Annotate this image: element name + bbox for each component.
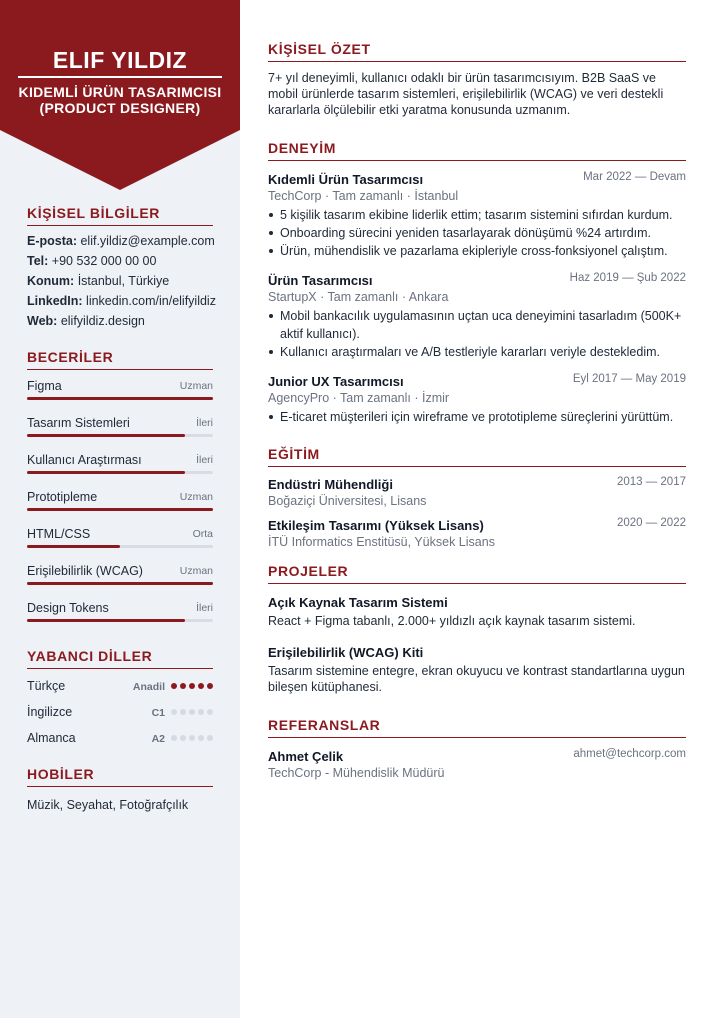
candidate-name: ELIF YILDIZ (52, 47, 188, 73)
experience-list (268, 171, 686, 426)
education-item (268, 476, 686, 509)
language-dot (171, 735, 177, 741)
projects-list (268, 594, 686, 695)
skill-item (27, 448, 213, 485)
personal-info-heading: KİŞİSEL BİLGİLER (27, 205, 213, 226)
education-title: Etkileşim Tasarımı (Yüksek Lisans) (268, 518, 484, 533)
linkedin-line (27, 291, 216, 311)
experience-bullets (268, 408, 686, 426)
summary-heading: KİŞİSEL ÖZET (268, 41, 686, 62)
project-title: Erişilebilirlik (WCAG) Kiti (268, 645, 424, 660)
language-name: Almanca (27, 731, 76, 745)
language-dot (180, 735, 186, 741)
experience-bullets (268, 307, 686, 361)
skill-name: HTML/CSS (27, 527, 91, 541)
experience-title: Junior UX Tasarımcısı (268, 374, 404, 389)
job-title (0, 84, 240, 116)
languages-list (27, 674, 213, 752)
language-dot (171, 709, 177, 715)
skill-bar (27, 582, 213, 585)
location-value: İstanbul, Türkiye (77, 274, 170, 288)
experience-item (268, 373, 686, 426)
project-text: Tasarım sistemine entegre, ekran okuyucu ve kontrast standartlarına uygun bileşen kütüphanesi. (268, 664, 685, 694)
skill-name: Erişilebilirlik (WCAG) (27, 564, 143, 578)
skill-bar (27, 545, 213, 548)
projects-section (268, 563, 686, 695)
hobbies-section (27, 766, 213, 815)
experience-date: Mar 2022 — Devam (583, 171, 686, 183)
job-title-line2: (PRODUCT DESIGNER) (39, 100, 201, 116)
email-value[interactable]: elif.yildiz@example.com (80, 234, 215, 248)
experience-date: Haz 2019 — Şub 2022 (569, 272, 686, 284)
experience-bullet: Ürün, mühendislik ve pazarlama ekipleriyle cross-fonksiyonel çalıştım. (268, 242, 686, 260)
experience-section (268, 140, 686, 426)
language-name: İngilizce (27, 705, 73, 719)
skill-name: Prototipleme (27, 490, 98, 504)
language-name: Türkçe (27, 679, 66, 693)
skill-bar-fill (27, 508, 213, 511)
experience-bullet: 5 kişilik tasarım ekibine liderlik ettim; tasarım sistemini sıfırdan kurdum. (268, 206, 686, 224)
projects-heading: PROJELER (268, 563, 686, 584)
linkedin-value[interactable]: linkedin.com/in/elifyildiz (86, 294, 216, 308)
skill-bar-fill (27, 434, 185, 437)
language-dot (189, 709, 195, 715)
experience-title: Ürün Tasarımcısı (268, 273, 373, 288)
references-section (268, 717, 686, 781)
skill-bar (27, 471, 213, 474)
language-dots (171, 735, 213, 742)
skill-name: Tasarım Sistemleri (27, 416, 130, 430)
skill-level: İleri (196, 602, 213, 614)
skill-name: Figma (27, 379, 62, 393)
languages-section (27, 648, 213, 752)
skill-bar-fill (27, 619, 185, 622)
skill-item (27, 374, 213, 411)
education-date: 2020 — 2022 (616, 517, 686, 529)
job-title-line1: KIDEMLİ ÜRÜN TASARIMCISI (18, 84, 222, 100)
language-level: C1 (151, 707, 165, 719)
reference-name: Ahmet Çelik (268, 749, 344, 764)
experience-company: AgencyPro · Tam zamanlı · İzmir (268, 391, 450, 405)
education-item (268, 517, 686, 550)
hobbies-heading: HOBİLER (27, 766, 213, 787)
web-value[interactable]: elifyildiz.design (60, 314, 145, 328)
education-section (268, 446, 686, 550)
experience-item (268, 272, 686, 361)
experience-date: Eyl 2017 — May 2019 (572, 373, 686, 385)
experience-bullet: Onboarding sürecini yeniden tasarlayarak dönüşümü %24 artırdım. (268, 224, 686, 242)
language-dot (180, 709, 186, 715)
experience-bullet: Kullanıcı araştırmaları ve A/B testleriyle kararları veriyle destekledim. (268, 343, 686, 361)
languages-heading: YABANCI DİLLER (27, 648, 213, 669)
skill-item (27, 596, 213, 633)
language-item (27, 674, 213, 700)
reference-role: TechCorp - Mühendislik Müdürü (268, 766, 445, 780)
skill-bar-fill (27, 471, 185, 474)
web-label: Web: (27, 314, 58, 328)
skills-section (27, 349, 213, 633)
skill-level: Uzman (179, 565, 213, 577)
summary-text: 7+ yıl deneyimli, kullanıcı odaklı bir ürün tasarımcısıyım. B2B SaaS ve mobil ürünlerde tasarım sistemleri, erişilebilirlik (WCAG) ve veri destekli kararlarla ölçülebilir etki yaratma konusunda uzmanım. (268, 71, 664, 117)
summary-section (268, 41, 686, 118)
experience-bullets (268, 206, 686, 260)
experience-company: TechCorp · Tam zamanlı · İstanbul (268, 189, 459, 203)
skill-bar-fill (27, 397, 213, 400)
education-school: İTÜ Informatics Enstitüsü, Yüksek Lisans (268, 535, 495, 549)
phone-line (27, 251, 213, 271)
skill-name: Kullanıcı Araştırması (27, 453, 142, 467)
experience-item (268, 171, 686, 260)
language-item (27, 726, 213, 752)
skill-level: Uzman (179, 380, 213, 392)
skill-item (27, 522, 213, 559)
language-dots (171, 709, 213, 716)
skill-level: İleri (196, 454, 213, 466)
project-item (268, 644, 686, 695)
location-label: Konum: (27, 274, 75, 288)
experience-heading: DENEYİM (268, 140, 686, 161)
language-level: Anadil (132, 681, 165, 693)
education-title: Endüstri Mühendliği (268, 477, 393, 492)
language-dot (189, 735, 195, 741)
experience-bullet: E-ticaret müşterileri için wireframe ve prototipleme süreçlerini yürüttüm. (268, 408, 686, 426)
language-dot (198, 709, 204, 715)
references-list (268, 748, 686, 781)
project-text: React + Figma tabanlı, 2.000+ yıldızlı açık kaynak tasarım sistemi. (268, 614, 636, 628)
education-list (268, 476, 686, 550)
language-dot (207, 709, 213, 715)
language-dot (198, 683, 204, 689)
language-level: A2 (151, 733, 165, 745)
skill-level: Uzman (179, 491, 213, 503)
skill-bar (27, 434, 213, 437)
project-title: Açık Kaynak Tasarım Sistemi (268, 595, 448, 610)
phone-label: Tel: (27, 254, 49, 268)
skills-heading: BECERİLER (27, 349, 213, 370)
skill-bar-fill (27, 545, 120, 548)
skill-name: Design Tokens (27, 601, 109, 615)
skills-list (27, 374, 213, 633)
language-item (27, 700, 213, 726)
skill-level: Orta (192, 528, 213, 540)
skill-item (27, 559, 213, 596)
language-dot (207, 735, 213, 741)
skill-item (27, 411, 213, 448)
skill-bar (27, 619, 213, 622)
education-school: Boğaziçi Üniversitesi, Lisans (268, 494, 427, 508)
reference-item (268, 748, 686, 781)
skill-bar (27, 508, 213, 511)
language-dot (198, 735, 204, 741)
skill-level: İleri (196, 417, 213, 429)
language-dots (171, 683, 213, 690)
skill-bar (27, 397, 213, 400)
references-heading: REFERANSLAR (268, 717, 686, 738)
education-heading: EĞİTİM (268, 446, 686, 467)
experience-bullet: Mobil bankacılık uygulamasının uçtan uca deneyimini tasarladım (500K+ aktif kullanıcı). (268, 307, 686, 343)
language-dot (180, 683, 186, 689)
experience-title: Kıdemli Ürün Tasarımcısı (268, 172, 424, 187)
education-date: 2013 — 2017 (616, 476, 686, 488)
experience-company: StartupX · Tam zamanlı · Ankara (268, 290, 449, 304)
skill-bar-fill (27, 582, 213, 585)
linkedin-label: LinkedIn: (27, 294, 83, 308)
language-dot (189, 683, 195, 689)
language-dot (207, 683, 213, 689)
skill-item (27, 485, 213, 522)
name-divider (18, 76, 222, 78)
phone-value[interactable]: +90 532 000 00 00 (51, 254, 157, 268)
reference-email[interactable]: ahmet@techcorp.com (573, 748, 686, 760)
web-line (27, 311, 213, 331)
hobbies-text: Müzik, Seyahat, Fotoğrafçılık (27, 798, 189, 812)
language-dot (171, 683, 177, 689)
email-label: E-posta: (27, 234, 77, 248)
location-line (27, 271, 213, 291)
email-line (27, 231, 213, 251)
project-item (268, 594, 686, 629)
personal-info-section (27, 205, 216, 331)
